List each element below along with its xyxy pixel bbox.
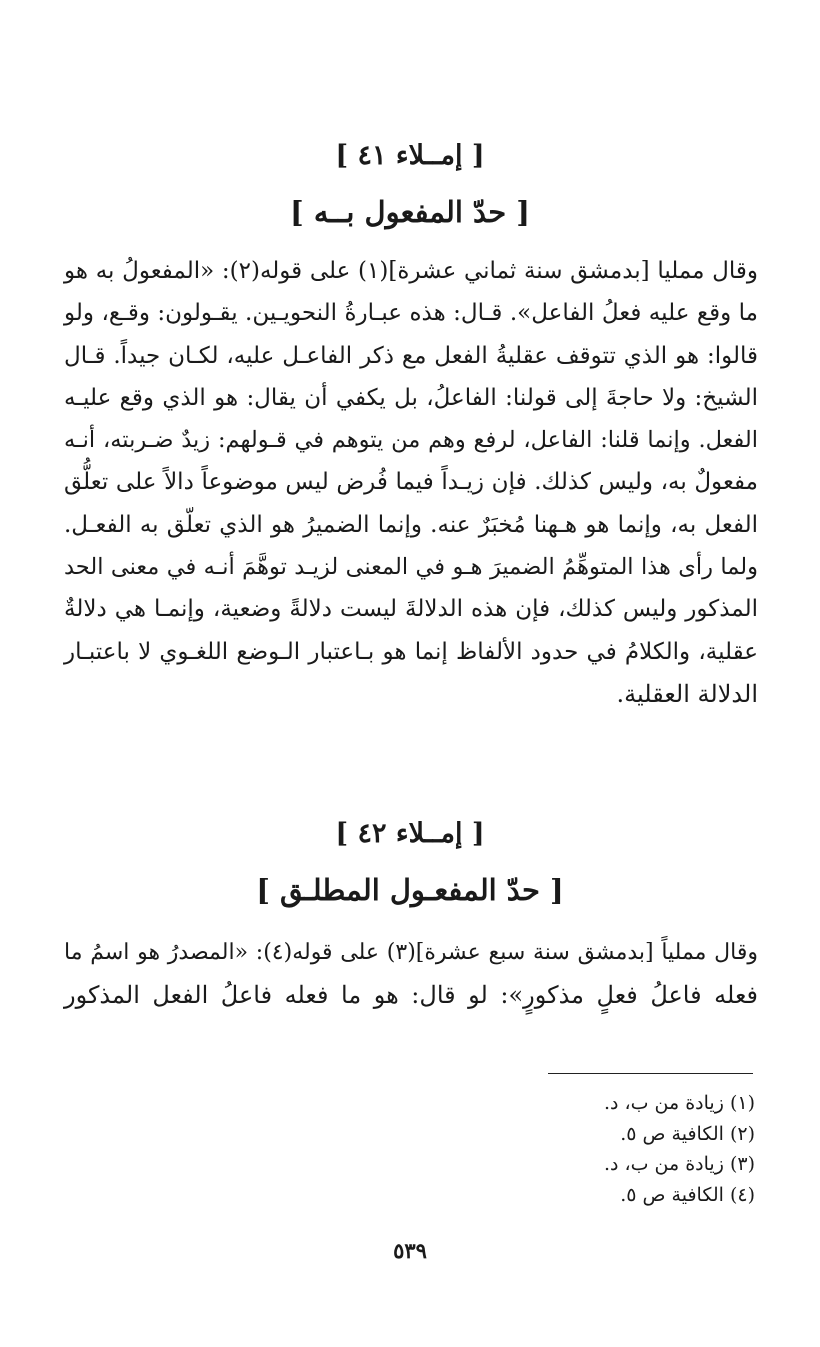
- footnotes: [360, 1088, 755, 1210]
- section-title-maful-bih: [ حدّ المفعول بــه ]: [290, 195, 530, 229]
- section1-body: [64, 250, 758, 715]
- footnote: (٣) زيادة من ب، د.: [603, 1153, 755, 1175]
- text-line: الفعل به، وإنما هو هـهنا مُخبَرٌ عنه. وإنما الضميرُ هو الذي تعلّق به الفعـل.: [64, 511, 758, 538]
- footnote: (٢) الكافية ص ٥.: [620, 1122, 755, 1145]
- text-line: الدلالة العقلية.: [616, 679, 758, 708]
- text-line: الفعل. وإنما قلنا: الفاعل، لرفع وهم من يتوهم في قـولهم: زيدٌ ضـربته، أنـه: [64, 427, 758, 454]
- text-line: وقال مملياً [بدمشق سنة سبع عشرة](٣) على قوله(٤): «المصدرُ هو اسمُ ما: [64, 940, 759, 965]
- text-line: قالوا: هو الذي تتوقف عقليةُ الفعل مع ذكر الفاعـل عليه، لكـان جيداً. قـال: [64, 342, 758, 369]
- text-line: فعله فاعلُ فعلٍ مذكورٍ»: لو قال: هو ما فعله فاعلُ الفعل المذكور: [64, 981, 758, 1010]
- text-line: المذكور وليس كذلك، فإن هذه الدلالةَ ليست دلالةً وضعية، وإنمـا هي دلالةٌ: [64, 596, 758, 623]
- text-line: ما وقع عليه فعلُ الفاعل». قـال: هذه عبـارةُ النحويـين. يقـولون: وقـع، ولو: [64, 300, 758, 327]
- section-title-maful-mutlaq: [ حدّ المفعـول المطلـق ]: [256, 873, 564, 907]
- page-number: ٥٣٩: [393, 1238, 427, 1263]
- footnote-divider: [548, 1073, 753, 1074]
- footnote: (٤) الكافية ص ٥.: [620, 1183, 755, 1206]
- footnote: (١) زيادة من ب، د.: [603, 1092, 755, 1114]
- text-line: الشيخ: ولا حاجةَ إلى قولنا: الفاعلُ، بل يكفي أن يقال: هو الذي وقع عليـه: [64, 384, 758, 411]
- text-line: ولما رأى هذا المتوهِّمُ الضميرَ هـو في المعنى لزيـد توهَّمَ أنـه في معنى الحد: [64, 554, 758, 581]
- dictation-heading-41: [ إمــلاء ٤١ ]: [335, 140, 485, 171]
- dictation-heading-42: [ إمــلاء ٤٢ ]: [335, 818, 485, 849]
- text-line: مفعولٌ به، وليس كذلك. فإن زيـداً فيما فُرض ليس موضوعاً دالاً على تعلُّق: [64, 469, 758, 496]
- text-line: وقال ممليا [بدمشق سنة ثماني عشرة](١) على قوله(٢): «المفعولُ به هو: [64, 258, 758, 284]
- section2-body: [64, 932, 758, 1017]
- text-line: عقلية، والكلامُ في حدود الألفاظ إنما هو بـاعتبار الـوضع اللغـوي لا باعتبـار: [64, 638, 758, 665]
